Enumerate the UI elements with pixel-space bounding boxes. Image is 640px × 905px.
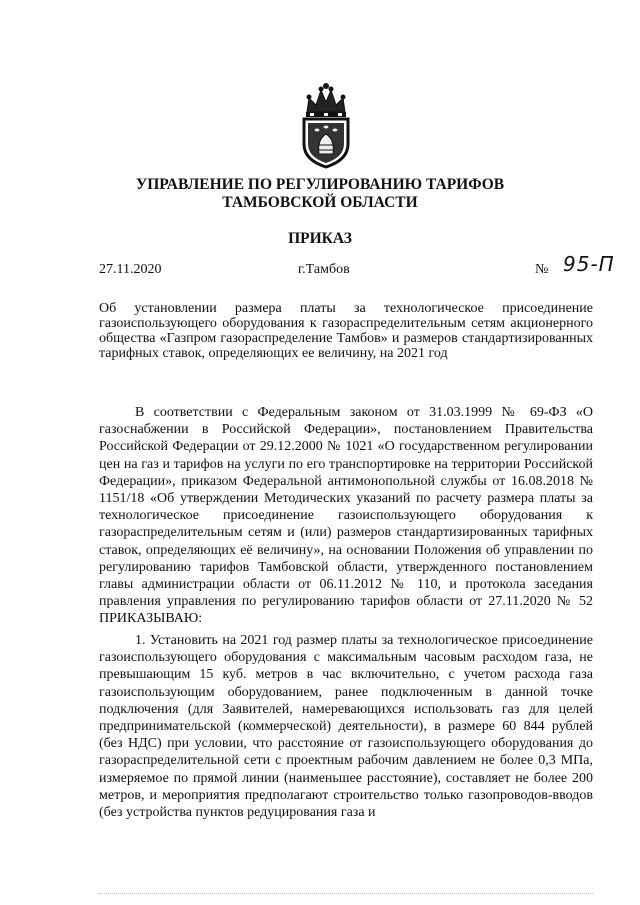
document-subject: Об установлении размера платы за технологическое присоединение газоиспользующего оборудования к газораспределительным сетям акционерного общества «Газпром газораспределение Тамбов» и размеров стандартизированных тарифных ставок, определяющих ее величину, на 2021 год	[99, 301, 593, 361]
preamble-paragraph	[99, 404, 593, 628]
page-footer-divider	[99, 893, 593, 897]
document-number-label: №	[535, 262, 549, 277]
organization-name-line1: УПРАВЛЕНИЕ ПО РЕГУЛИРОВАНИЮ ТАРИФОВ	[135, 176, 505, 193]
prikazyvayu-heading: ПРИКАЗЫВАЮ:	[99, 611, 203, 627]
document-city: г.Тамбов	[298, 262, 350, 277]
preamble-text: В соответствии с Федеральным законом от 31.03.1999 № 69-ФЗ «О газоснабжении в Российской Федерации», постановлением Правительства Российской Федерации от 29.12.2000 № 1021 «О государственном регулировании цен на газ и тарифов на услуги по его транспортировке на территории Российской Федерации», приказом Федеральной антимонопольной службы от 16.08.2018 № 1151/18 «Об утверждении Методических указаний по расчету размера платы за технологическое присоединение газоиспользующего оборудования к газораспределительным сетям и (или) размеров стандартизированных тарифных ставок, определяющих её величину», на основании Положения об управлении по регулированию тарифов Тамбовской области, утвержденного постановлением главы администрации области от 06.11.2012 № 110, и протокола заседания правления управления по регулированию тарифов области от 27.11.2020 № 52	[99, 405, 593, 610]
tambov-coat-of-arms-icon	[297, 78, 355, 170]
document-number-handwritten: 95-П	[563, 252, 615, 276]
clause-1-paragraph: 1. Установить на 2021 год размер платы за технологическое присоединение газоиспользующего оборудования с максимальным часовым расходом газа, не превышающим 15 куб. метров в час включительно, с учетом расхода газа газоиспользующим оборудованием, ранее подключенным в данной точке подключения (для Заявителей, намеревающихся использовать газ для целей предпринимательской (коммерческой) деятельности), в размере 60 844 рублей (без НДС) при условии, что расстояние от газоиспользующего оборудования до газораспределительной сети с проектным рабочим давлением не более 0,3 МПа, измеряемое по прямой линии (наименьшее расстояние), составляет не более 200 метров, и мероприятия предполагают строительство только газопроводов-вводов (без устройства пунктов редуцирования газа и	[99, 633, 593, 821]
organization-name-line2: ТАМБОВСКОЙ ОБЛАСТИ	[222, 194, 418, 211]
document-date: 27.11.2020	[99, 262, 162, 277]
document-type-title: ПРИКАЗ	[288, 230, 352, 247]
